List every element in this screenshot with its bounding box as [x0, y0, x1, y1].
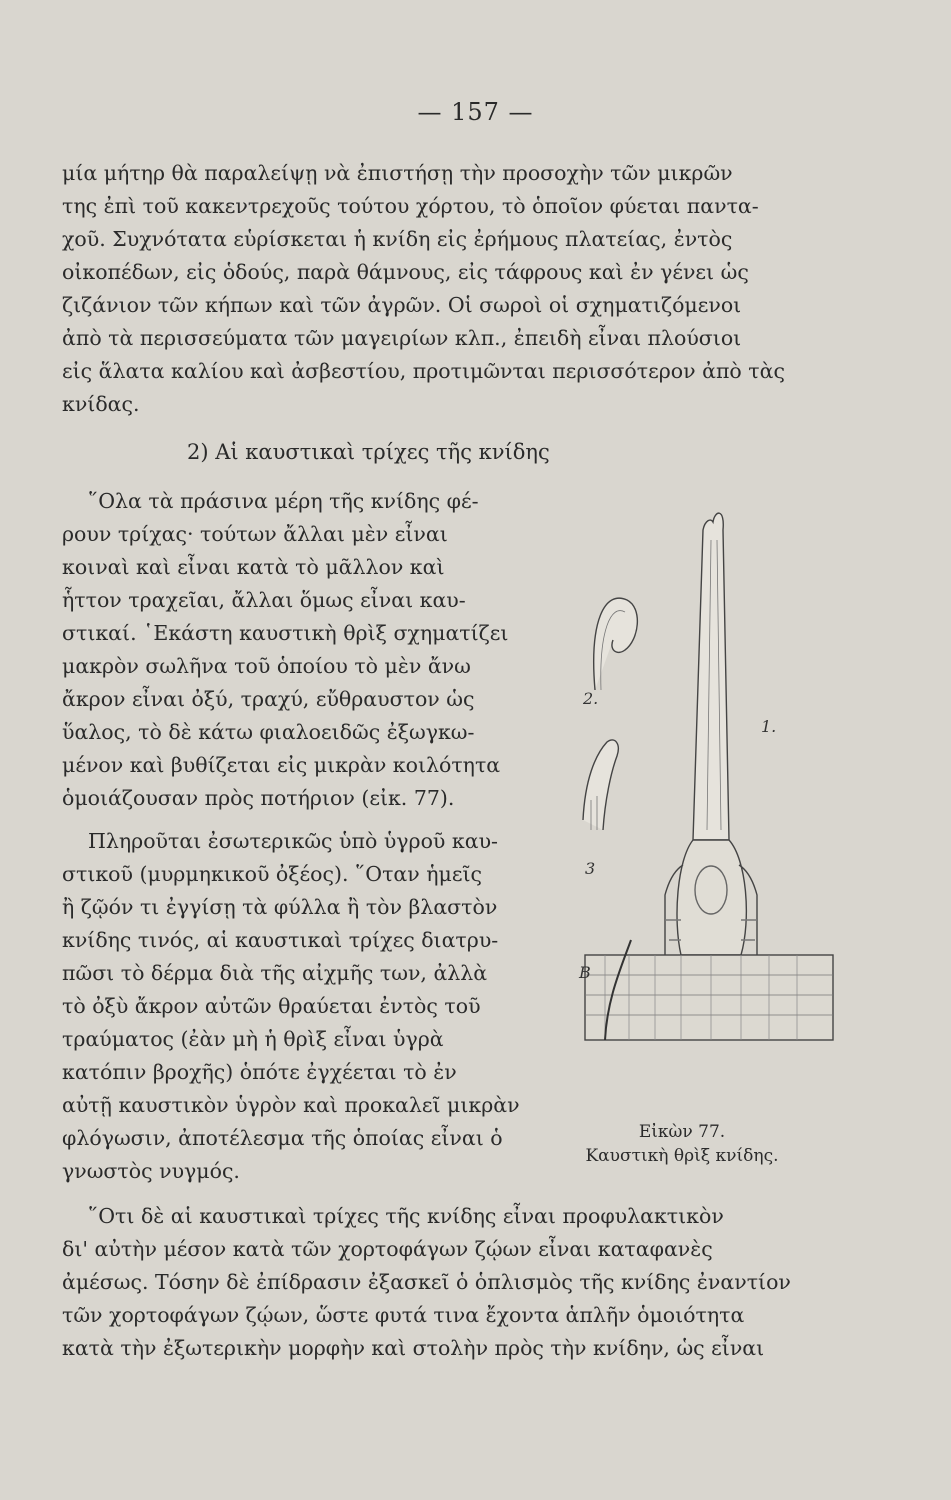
text-line: ἢ ζῷόν τι ἐγγίσῃ τὰ φύλλα ἢ τὸν βλαστὸν: [62, 895, 498, 919]
figure-caption-title: Εἰκὼν 77.: [638, 1122, 726, 1142]
text-line: στικαί. ῾Εκάστη καυστικὴ θρὶξ σχηματίζει: [62, 621, 509, 645]
text-line: Πληροῦται ἐσωτερικῶς ὑπὸ ὑγροῦ καυ-: [88, 829, 498, 853]
text-line: αὐτῇ καυστικὸν ὑγρὸν καὶ προκαλεῖ μικρὰν: [62, 1093, 520, 1117]
text-line: δι' αὐτὴν μέσον κατὰ τῶν χορτοφάγων ζῴων εἶναι καταφανὲς: [62, 1237, 713, 1261]
text-line: μία μήτηρ θὰ παραλείψῃ νὰ ἐπιστήσῃ τὴν προσοχὴν τῶν μικρῶν: [62, 161, 733, 185]
text-line: ἀπὸ τὰ περισσεύματα τῶν μαγειρίων κλπ., ἐπειδὴ εἶναι πλούσιοι: [62, 326, 742, 350]
figure-label-1: 1.: [761, 717, 777, 736]
text-line: πῶσι τὸ δέρμα διὰ τῆς αἰχμῆς των, ἀλλὰ: [62, 961, 488, 985]
text-line: τῶν χορτοφάγων ζῴων, ὥστε φυτά τινα ἔχοντα ἁπλῆν ὁμοιότητα: [62, 1303, 745, 1327]
text-line: ζιζάνιον τῶν κήπων καὶ τῶν ἀγρῶν. Οἱ σωροὶ οἱ σχηματιζόμενοι: [62, 293, 742, 317]
text-line: ἀμέσως. Τόσην δὲ ἐπίδρασιν ἐξασκεῖ ὁ ὁπλισμὸς τῆς κνίδης ἐναντίον: [62, 1270, 791, 1294]
figure-label-3: 3: [585, 859, 596, 878]
text-line: φλόγωσιν, ἀποτέλεσμα τῆς ὁποίας εἶναι ὁ: [62, 1126, 503, 1150]
text-line: κοιναὶ καὶ εἶναι κατὰ τὸ μᾶλλον καὶ: [62, 555, 445, 579]
text-line: κατὰ τὴν ἐξωτερικὴν μορφὴν καὶ στολὴν πρὸς τὴν κνίδην, ὡς εἶναι: [62, 1336, 765, 1360]
text-line: ἧττον τραχεῖαι, ἄλλαι ὅμως εἶναι καυ-: [62, 588, 466, 612]
section-heading: 2) Αἱ καυστικαὶ τρίχες τῆς κνίδης: [187, 440, 550, 464]
text-line: χοῦ. Συχνότατα εὑρίσκεται ἡ κνίδη εἰς ἐρήμους πλατείας, ἐντὸς: [62, 227, 733, 251]
figure-label-2: 2.: [583, 689, 599, 708]
text-line: γνωστὸς νυγμός.: [62, 1159, 240, 1183]
text-line: της ἐπὶ τοῦ κακεντρεχοῦς τούτου χόρτου, τὸ ὁποῖον φύεται παντα-: [62, 194, 759, 218]
text-line: ἄκρον εἶναι ὀξύ, τραχύ, εὔθραυστον ὡς: [62, 687, 475, 711]
text-line: οἰκοπέδων, εἰς ὁδούς, παρὰ θάμνους, εἰς τάφρους καὶ ἐν γένει ὡς: [62, 260, 749, 284]
text-line: κατόπιν βροχῆς) ὁπότε ἐγχέεται τὸ ἐν: [62, 1060, 457, 1084]
figure-caption-text: Καυστικὴ θρὶξ κνίδης.: [585, 1146, 779, 1166]
text-line: στικοῦ (μυρμηκικοῦ ὀξέος). ῞Οταν ἡμεῖς: [62, 862, 482, 886]
text-line: ρουν τρίχας· τούτων ἄλλαι μὲν εἶναι: [62, 522, 448, 546]
text-line: τὸ ὀξὺ ἄκρον αὐτῶν θραύεται ἐντὸς τοῦ: [62, 994, 481, 1018]
page-number: — 157 —: [417, 98, 534, 126]
text-line: ῞Ολα τὰ πράσινα μέρη τῆς κνίδης φέ-: [88, 489, 479, 513]
figure-label-b: B: [579, 963, 591, 982]
text-line: τραύματος (ἐὰν μὴ ἡ θρὶξ εἶναι ὑγρὰ: [62, 1027, 444, 1051]
text-line: ῞Οτι δὲ αἱ καυστικαὶ τρίχες τῆς κνίδης εἶναι προφυλακτικὸν: [88, 1204, 724, 1228]
text-line: κνίδης τινός, αἱ καυστικαὶ τρίχες διατρυ-: [62, 928, 499, 952]
text-line: εἰς ἅλατα καλίου καὶ ἀσβεστίου, προτιμῶνται περισσότερον ἀπὸ τὰς: [62, 359, 785, 383]
text-line: ὁμοιάζουσαν πρὸς ποτήριον (εἰκ. 77).: [62, 786, 455, 810]
text-line: κνίδας.: [62, 392, 140, 416]
text-line: μένον καὶ βυθίζεται εἰς μικρὰν κοιλότητα: [62, 753, 501, 777]
text-line: μακρὸν σωλῆνα τοῦ ὁποίου τὸ μὲν ἄνω: [62, 654, 471, 678]
stinging-hair-illustration: [565, 500, 845, 1080]
text-line: ὕαλος, τὸ δὲ κάτω φιαλοειδῶς ἐξωγκω-: [62, 720, 475, 744]
